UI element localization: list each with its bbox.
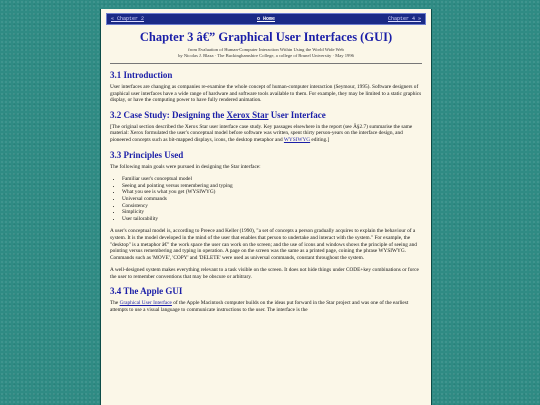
paragraph-apple-gui xyxy=(110,300,422,313)
list-item: • User tailorability xyxy=(122,216,422,223)
list-item: • Seeing and pointing versus remembering and typing xyxy=(122,183,422,190)
document-content xyxy=(101,30,431,314)
heading-case-study xyxy=(110,110,422,120)
heading-introduction: 3.1 Introduction xyxy=(110,70,173,80)
list-item: • What you see is what you get (WYSIWYG) xyxy=(122,189,422,196)
list-item: • Universal commands xyxy=(122,196,422,203)
gui-link[interactable]: Graphical User Interface xyxy=(119,300,172,307)
list-item: • Consistency xyxy=(122,203,422,210)
heading-text: 3.2 Case Study: Designing the xyxy=(110,109,227,120)
paragraph-text: The xyxy=(110,300,120,307)
paragraph-well-designed: A well-designed system makes everything relevant to a task visible on the screen. It does not hide things under CODE+key combinations or force the user to remember conventions that may be obscure or arbitrary. xyxy=(110,267,419,280)
paragraph-case-study xyxy=(110,124,422,144)
author-line: by Nicolas J. Blaza · The Buckinghamshire College, a college of Brunel University · May 1996 xyxy=(178,53,354,58)
paragraph-conceptual-model: A user's conceptual model is, according to Preece and Keller (1990), "a set of concepts a person gradually acquires to explain the behaviour of a system. It is the model developed in the mind of the user that enables that person to undertake and interact with the system." For example, the "desktop" is a metaphor â€” the work space the user can work on the screen; and the use of icons and windows shows the principle of seeing and pointing versus remembering and typing in operation. A page on the screen was the same as a printed page, coining the phrase WYSIWYG. Commands such as 'MOVE', 'COPY' and 'DELETE' were used as universal commands, constant throughout the system. xyxy=(110,228,417,261)
source-line: from Evaluation of Human-Computer Interaction Within Using the World Wide Web xyxy=(188,47,344,52)
paragraph-text: [The original section described the Xerox Star user interface case study. Key passages elsewhere in the report (see Â§2.7) summarise the same material: Xerox formulated the user's conceptual model before software was written, spent thirty person-years on the interface design, and pioneered concepts such as bit-mapped displays, icons, the desktop metaphor and xyxy=(110,123,413,143)
next-chapter-link[interactable]: Chapter 4 » xyxy=(387,16,421,22)
paragraph-introduction: User interfaces are changing as companies re-examine the whole concept of human-computer interaction (Seymour, 1995). Software designers of graphical user interfaces have a wide range of hardware and software tools available to them. For example, they may be limited to a static graphics display, or have the computing power to have fully rendered animation. xyxy=(110,84,422,104)
page-title: Chapter 3 â€” Graphical User Interfaces (GUI) xyxy=(139,30,393,44)
paragraph-principles-intro: The following main goals were pursued in designing the Star interface: xyxy=(110,163,261,170)
list-item: • Familiar user's conceptual model xyxy=(122,176,422,183)
prev-chapter-link[interactable]: « Chapter 2 xyxy=(111,16,145,22)
document-page xyxy=(100,9,432,405)
heading-text: User Interface xyxy=(268,109,326,120)
chapter-nav-bar xyxy=(106,13,426,25)
xerox-star-link[interactable]: Xerox Star xyxy=(226,109,269,120)
heading-apple-gui: 3.4 The Apple GUI xyxy=(110,286,183,297)
paragraph-text: editing.] xyxy=(310,136,330,143)
title-divider xyxy=(110,63,422,64)
paragraph-text: of the Apple Macintosh computer builds on the ideas put forward in the Star project and was one of the earliest attempts to use a visual language to communicate instructions to the user. The interface is the xyxy=(110,300,409,314)
heading-principles: 3.3 Principles Used xyxy=(110,149,184,160)
home-link[interactable]: o Home xyxy=(256,16,275,22)
list-item: • Simplicity xyxy=(122,209,422,216)
principles-list xyxy=(110,176,422,222)
wysiwyg-link[interactable]: WYSIWYG xyxy=(283,136,311,143)
